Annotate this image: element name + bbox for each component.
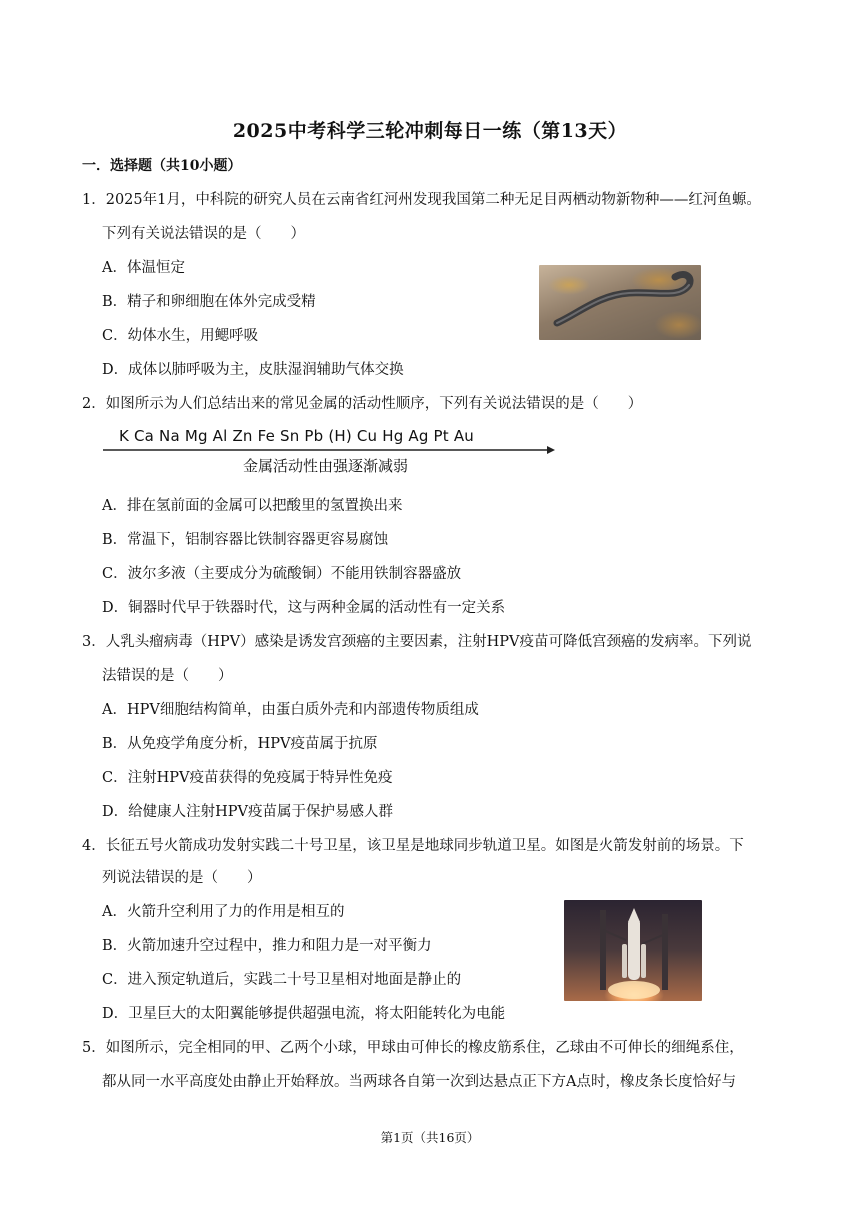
metal-series-text: K Ca Na Mg Al Zn Fe Sn Pb (H) Cu Hg Ag Pt Au (119, 427, 475, 445)
q4-option-d: D．卫星巨大的太阳翼能够提供超强电流，将太阳能转化为电能 (102, 1006, 506, 1022)
q3-stem: 3．人乳头瘤病毒（HPV）感染是诱发宫颈癌的主要因素，注射HPV疫苗可降低宫颈癌的发病率。下列说 (82, 634, 752, 650)
q2-option-b: B．常温下，铝制容器比铁制容器更容易腐蚀 (102, 532, 389, 548)
q2-option-c: C．波尔多液（主要成分为硫酸铜）不能用铁制容器盛放 (102, 566, 462, 582)
q3-option-a: A．HPV细胞结构简单，由蛋白质外壳和内部遗传物质组成 (102, 702, 479, 718)
q2-option-d: D．铜器时代早于铁器时代，这与两种金属的活动性有一定关系 (102, 600, 506, 616)
q5-stem-cont: 都从同一水平高度处由静止开始释放。当两球各自第一次到达悬点正下方A点时，橡皮条长度恰好与 (102, 1074, 736, 1090)
q2-option-a: A．排在氢前面的金属可以把酸里的氢置换出来 (102, 498, 403, 514)
q1-stem: 1．2025年1月，中科院的研究人员在云南省红河州发现我国第二种无足目两栖动物新物种——红河鱼螈。 (82, 192, 761, 208)
caecilian-illustration (539, 265, 701, 340)
q1-option-b: B．精子和卵细胞在体外完成受精 (102, 294, 316, 310)
q5-stem: 5．如图所示，完全相同的甲、乙两个小球，甲球由可伸长的橡皮筋系住，乙球由不可伸长的细绳系住， (82, 1040, 744, 1056)
q3-option-b: B．从免疫学角度分析，HPV疫苗属于抗原 (102, 736, 378, 752)
rocket-launch-photo (564, 900, 702, 1001)
metal-activity-series-figure (103, 424, 555, 476)
q3-option-c: C．注射HPV疫苗获得的免疫属于特异性免疫 (102, 770, 393, 786)
q3-option-d: D．给健康人注射HPV疫苗属于保护易感人群 (102, 804, 393, 820)
q1-option-c: C．幼体水生，用鳃呼吸 (102, 328, 259, 344)
q4-stem: 4．长征五号火箭成功发射实践二十号卫星，该卫星是地球同步轨道卫星。如图是火箭发射前的场景。下 (82, 838, 744, 854)
q2-stem: 2．如图所示为人们总结出来的常见金属的活动性顺序，下列有关说法错误的是（ ） (82, 396, 643, 412)
caecilian-photo (539, 265, 701, 340)
q1-stem-cont: 下列有关说法错误的是（ ） (102, 226, 305, 242)
rocket-illustration (564, 900, 702, 1001)
page-footer: 第1页（共16页） (380, 1130, 480, 1145)
page-title: 2025中考科学三轮冲刺每日一练（第13天） (232, 120, 628, 142)
q4-stem-cont: 列说法错误的是（ ） (102, 870, 262, 886)
metal-series-caption: 金属活动性由强逐渐减弱 (243, 457, 409, 475)
q4-option-b: B．火箭加速升空过程中，推力和阻力是一对平衡力 (102, 938, 432, 954)
q1-option-a: A．体温恒定 (102, 260, 185, 276)
q4-option-c: C．进入预定轨道后，实践二十号卫星相对地面是静止的 (102, 972, 462, 988)
q3-stem-cont: 法错误的是（ ） (102, 668, 233, 684)
section-heading: 一．选择题（共10小题） (82, 158, 242, 174)
q1-option-d: D．成体以肺呼吸为主，皮肤湿润辅助气体交换 (102, 362, 404, 378)
q4-option-a: A．火箭升空利用了力的作用是相互的 (102, 904, 345, 920)
